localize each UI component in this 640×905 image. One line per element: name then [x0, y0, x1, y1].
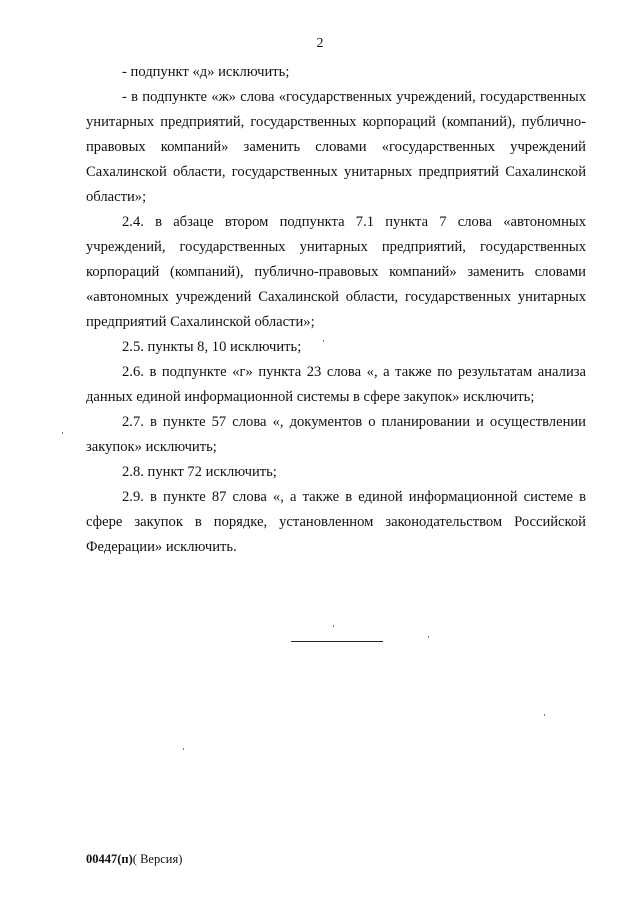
scan-speck: [428, 636, 429, 638]
page-number: 2: [316, 36, 324, 51]
scan-speck: [333, 625, 334, 627]
scan-speck: [544, 714, 545, 716]
paragraph-2-7: 2.7. в пункте 57 слова «, документов о планировании и осуществлении закупок» исключить;: [86, 414, 586, 455]
paragraph-2-5: 2.5. пункты 8, 10 исключить;: [122, 339, 302, 355]
paragraph-2-9: 2.9. в пункте 87 слова «, а также в единой информационной системе в сфере закупок в порядке, установленном законодательством Российской Федерации» исключить.: [86, 489, 586, 555]
paragraph-2-6: 2.6. в подпункте «г» пункта 23 слова «, а также по результатам анализа данных единой информационной системы в сфере закупок» исключить;: [86, 364, 586, 405]
document-code: 00447(п): [86, 852, 133, 866]
paragraph-2-4: 2.4. в абзаце втором подпункта 7.1 пункта 7 слова «автономных учреждений, государственных унитарных предприятий, государственных корпораций (компаний), публично-правовых компаний» заменить словами «автономных учреждений Сахалинской области, государственных унитарных предприятий Сахалинской области»;: [86, 214, 586, 330]
paragraph-subitem-d: - подпункт «д» исключить;: [122, 64, 290, 80]
scan-speck: [183, 748, 184, 750]
document-footer: [86, 852, 182, 867]
scan-speck: [323, 340, 324, 342]
closing-rule: [291, 641, 383, 642]
paragraph-subitem-zh: - в подпункте «ж» слова «государственных учреждений, государственных унитарных предприятий, государственных корпораций (компаний), публично-правовых компаний» заменить словами «государственных учреждений Сахалинской области, государственных унитарных предприятий Сахалинской области»;: [86, 89, 586, 205]
paragraph-2-8: 2.8. пункт 72 исключить;: [122, 464, 277, 480]
document-version-label: ( Версия): [132, 852, 183, 866]
scan-speck: [62, 432, 63, 434]
document-body: [86, 60, 586, 560]
